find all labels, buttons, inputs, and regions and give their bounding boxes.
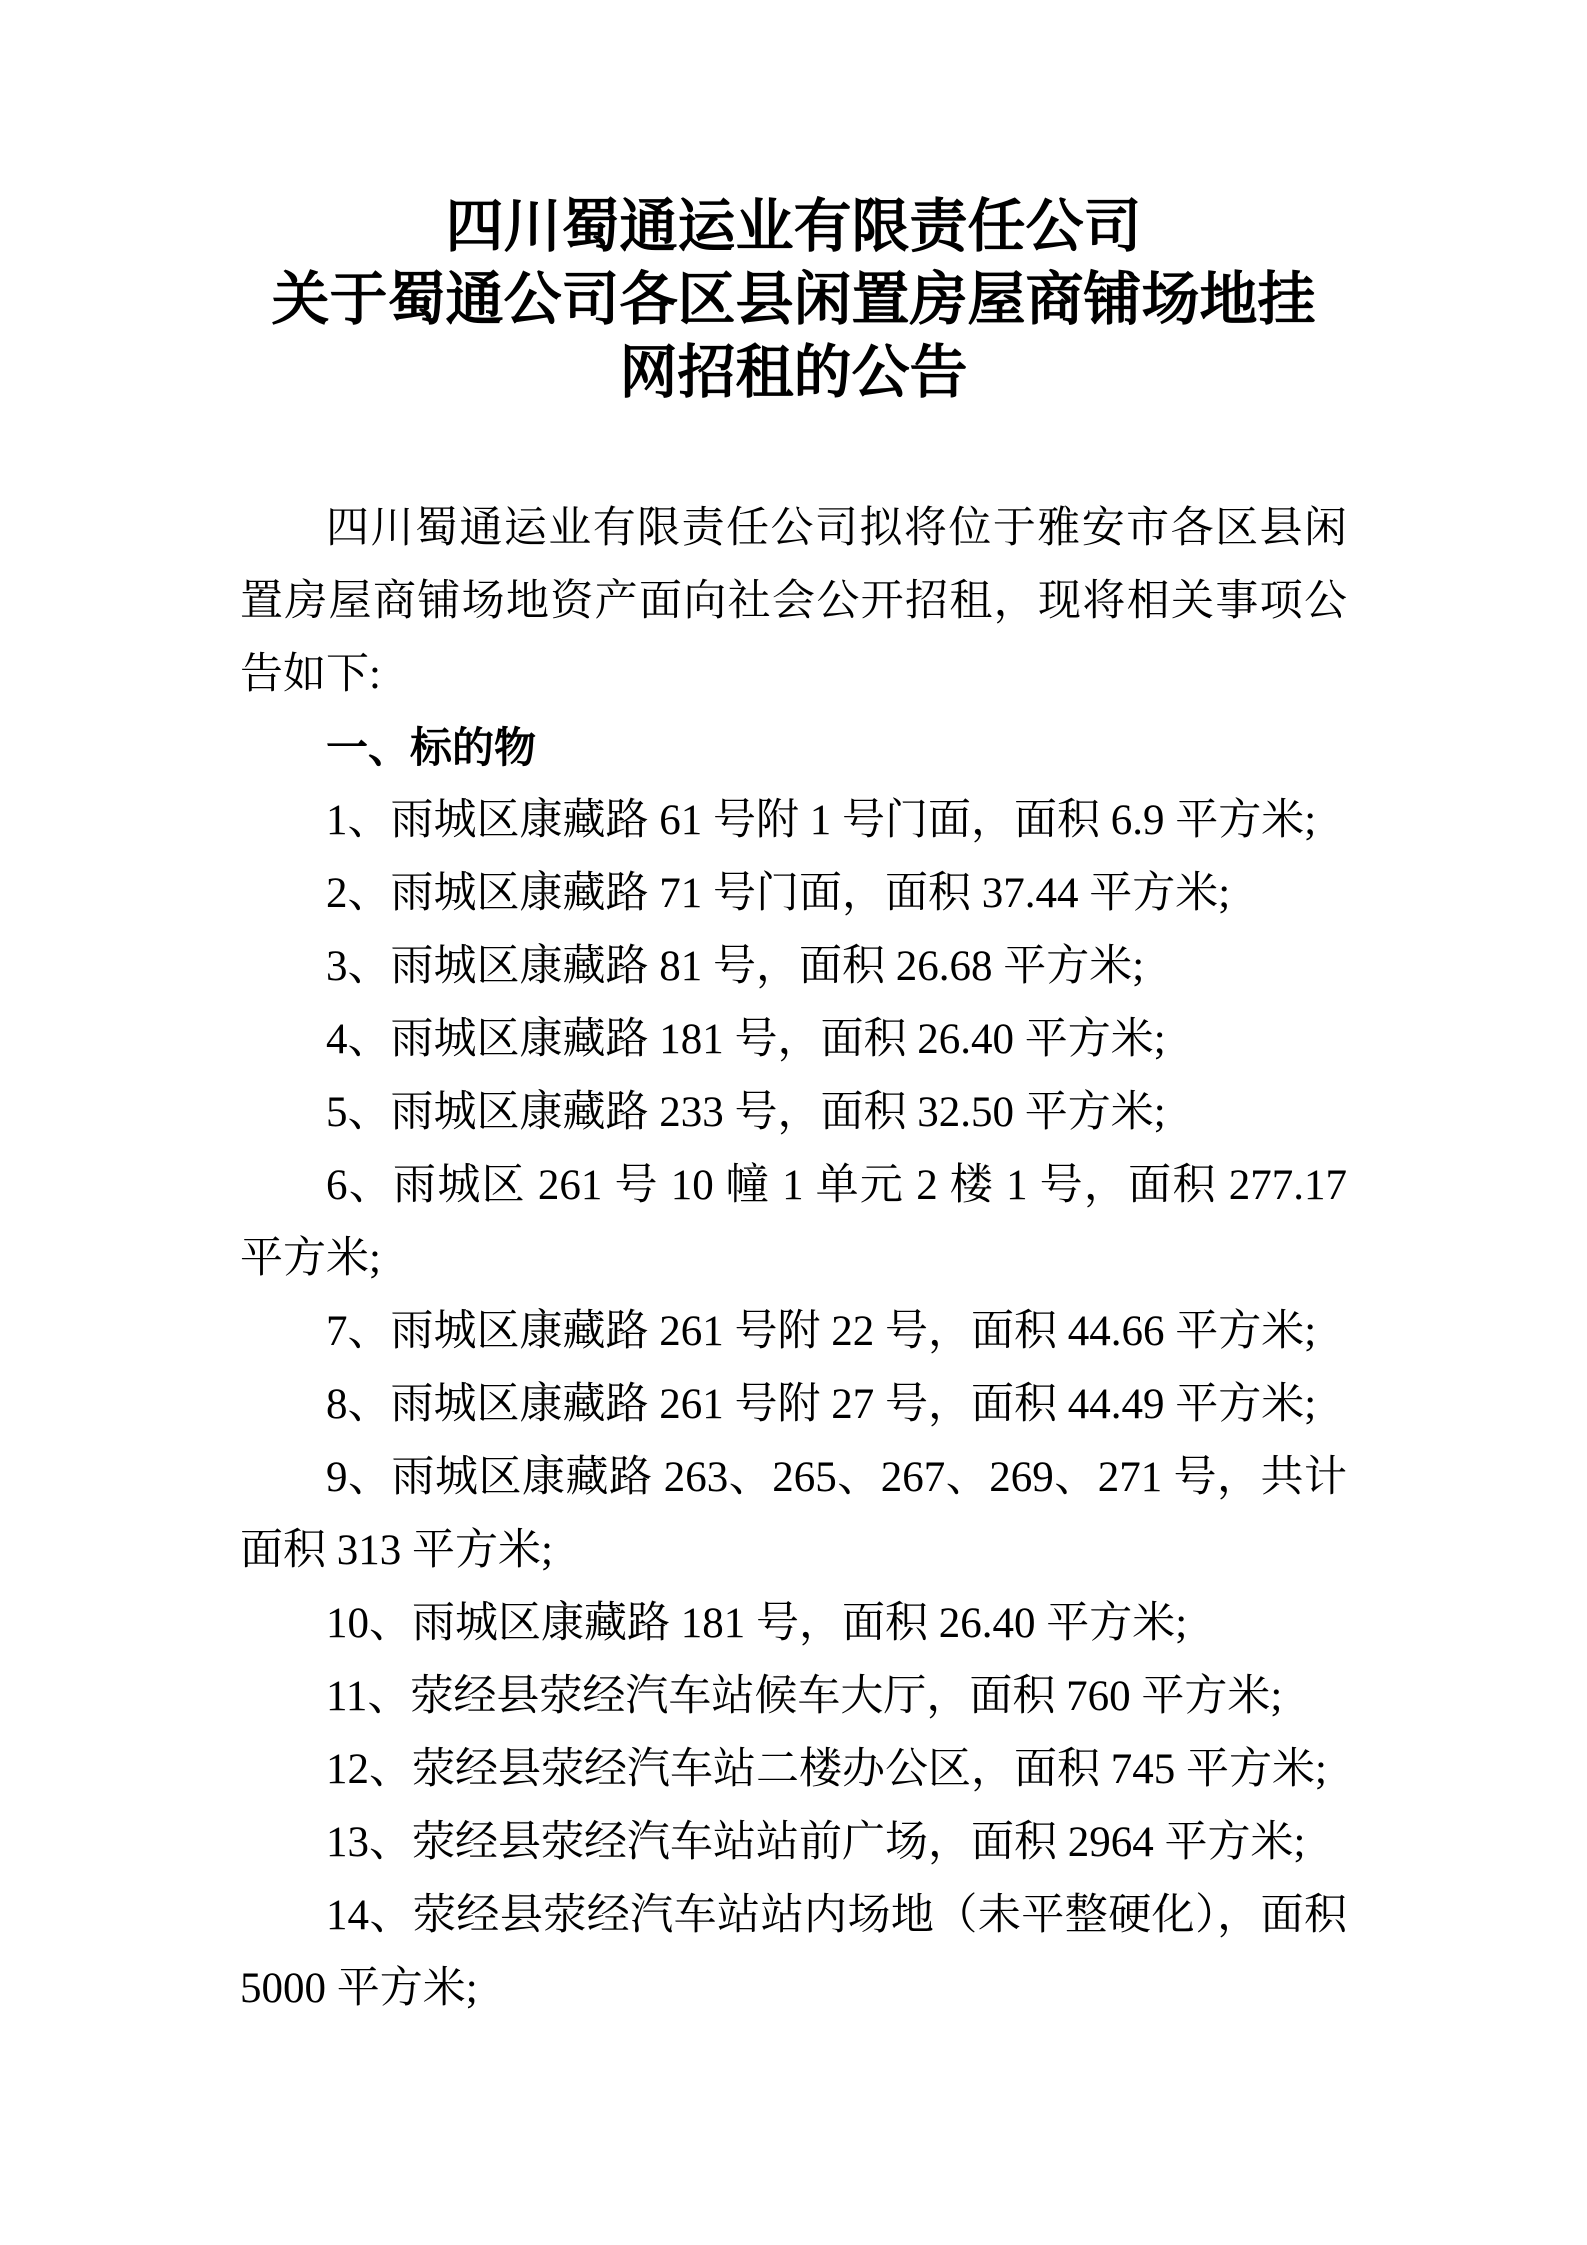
document-title <box>240 190 1347 409</box>
title-line-company: 四川蜀通运业有限责任公司 <box>445 194 1142 259</box>
list-item-11: 11、荥经县荥经汽车站候车大厅，面积 760 平方米; <box>326 1673 1283 1720</box>
list-item-1: 1、雨城区康藏路 61 号附 1 号门面，面积 6.9 平方米; <box>326 797 1317 844</box>
list-item-8: 8、雨城区康藏路 261 号附 27 号，面积 44.49 平方米; <box>326 1381 1317 1428</box>
list-item-7: 7、雨城区康藏路 261 号附 22 号，面积 44.66 平方米; <box>326 1308 1317 1355</box>
list-item-12: 12、荥经县荥经汽车站二楼办公区，面积 745 平方米; <box>326 1746 1327 1793</box>
title-line-subject: 关于蜀通公司各区县闲置房屋商铺场地挂 <box>271 267 1316 332</box>
list-item-5: 5、雨城区康藏路 233 号，面积 32.50 平方米; <box>326 1089 1166 1136</box>
list-item-3: 3、雨城区康藏路 81 号，面积 26.68 平方米; <box>326 943 1145 990</box>
section-heading-targets: 一、标的物 <box>326 724 537 771</box>
list-item-9: 9、雨城区康藏路 263、265、267、269、271 号，共计面积 313 平方米; <box>240 1454 1347 1574</box>
list-item-13: 13、荥经县荥经汽车站站前广场，面积 2964 平方米; <box>326 1819 1306 1866</box>
list-item-10: 10、雨城区康藏路 181 号，面积 26.40 平方米; <box>326 1600 1188 1647</box>
list-item-4: 4、雨城区康藏路 181 号，面积 26.40 平方米; <box>326 1016 1166 1063</box>
title-line-notice: 网招租的公告 <box>619 340 968 405</box>
list-item-2: 2、雨城区康藏路 71 号门面，面积 37.44 平方米; <box>326 870 1231 917</box>
list-item-6: 6、雨城区 261 号 10 幢 1 单元 2 楼 1 号，面积 277.17 平方米; <box>240 1162 1347 1282</box>
list-item-14: 14、荥经县荥经汽车站站内场地（未平整硬化），面积 5000 平方米; <box>240 1892 1347 2012</box>
intro-paragraph: 四川蜀通运业有限责任公司拟将位于雅安市各区县闲置房屋商铺场地资产面向社会公开招租，现将相关事项公告如下: <box>240 505 1347 698</box>
document-body <box>240 492 1347 2025</box>
